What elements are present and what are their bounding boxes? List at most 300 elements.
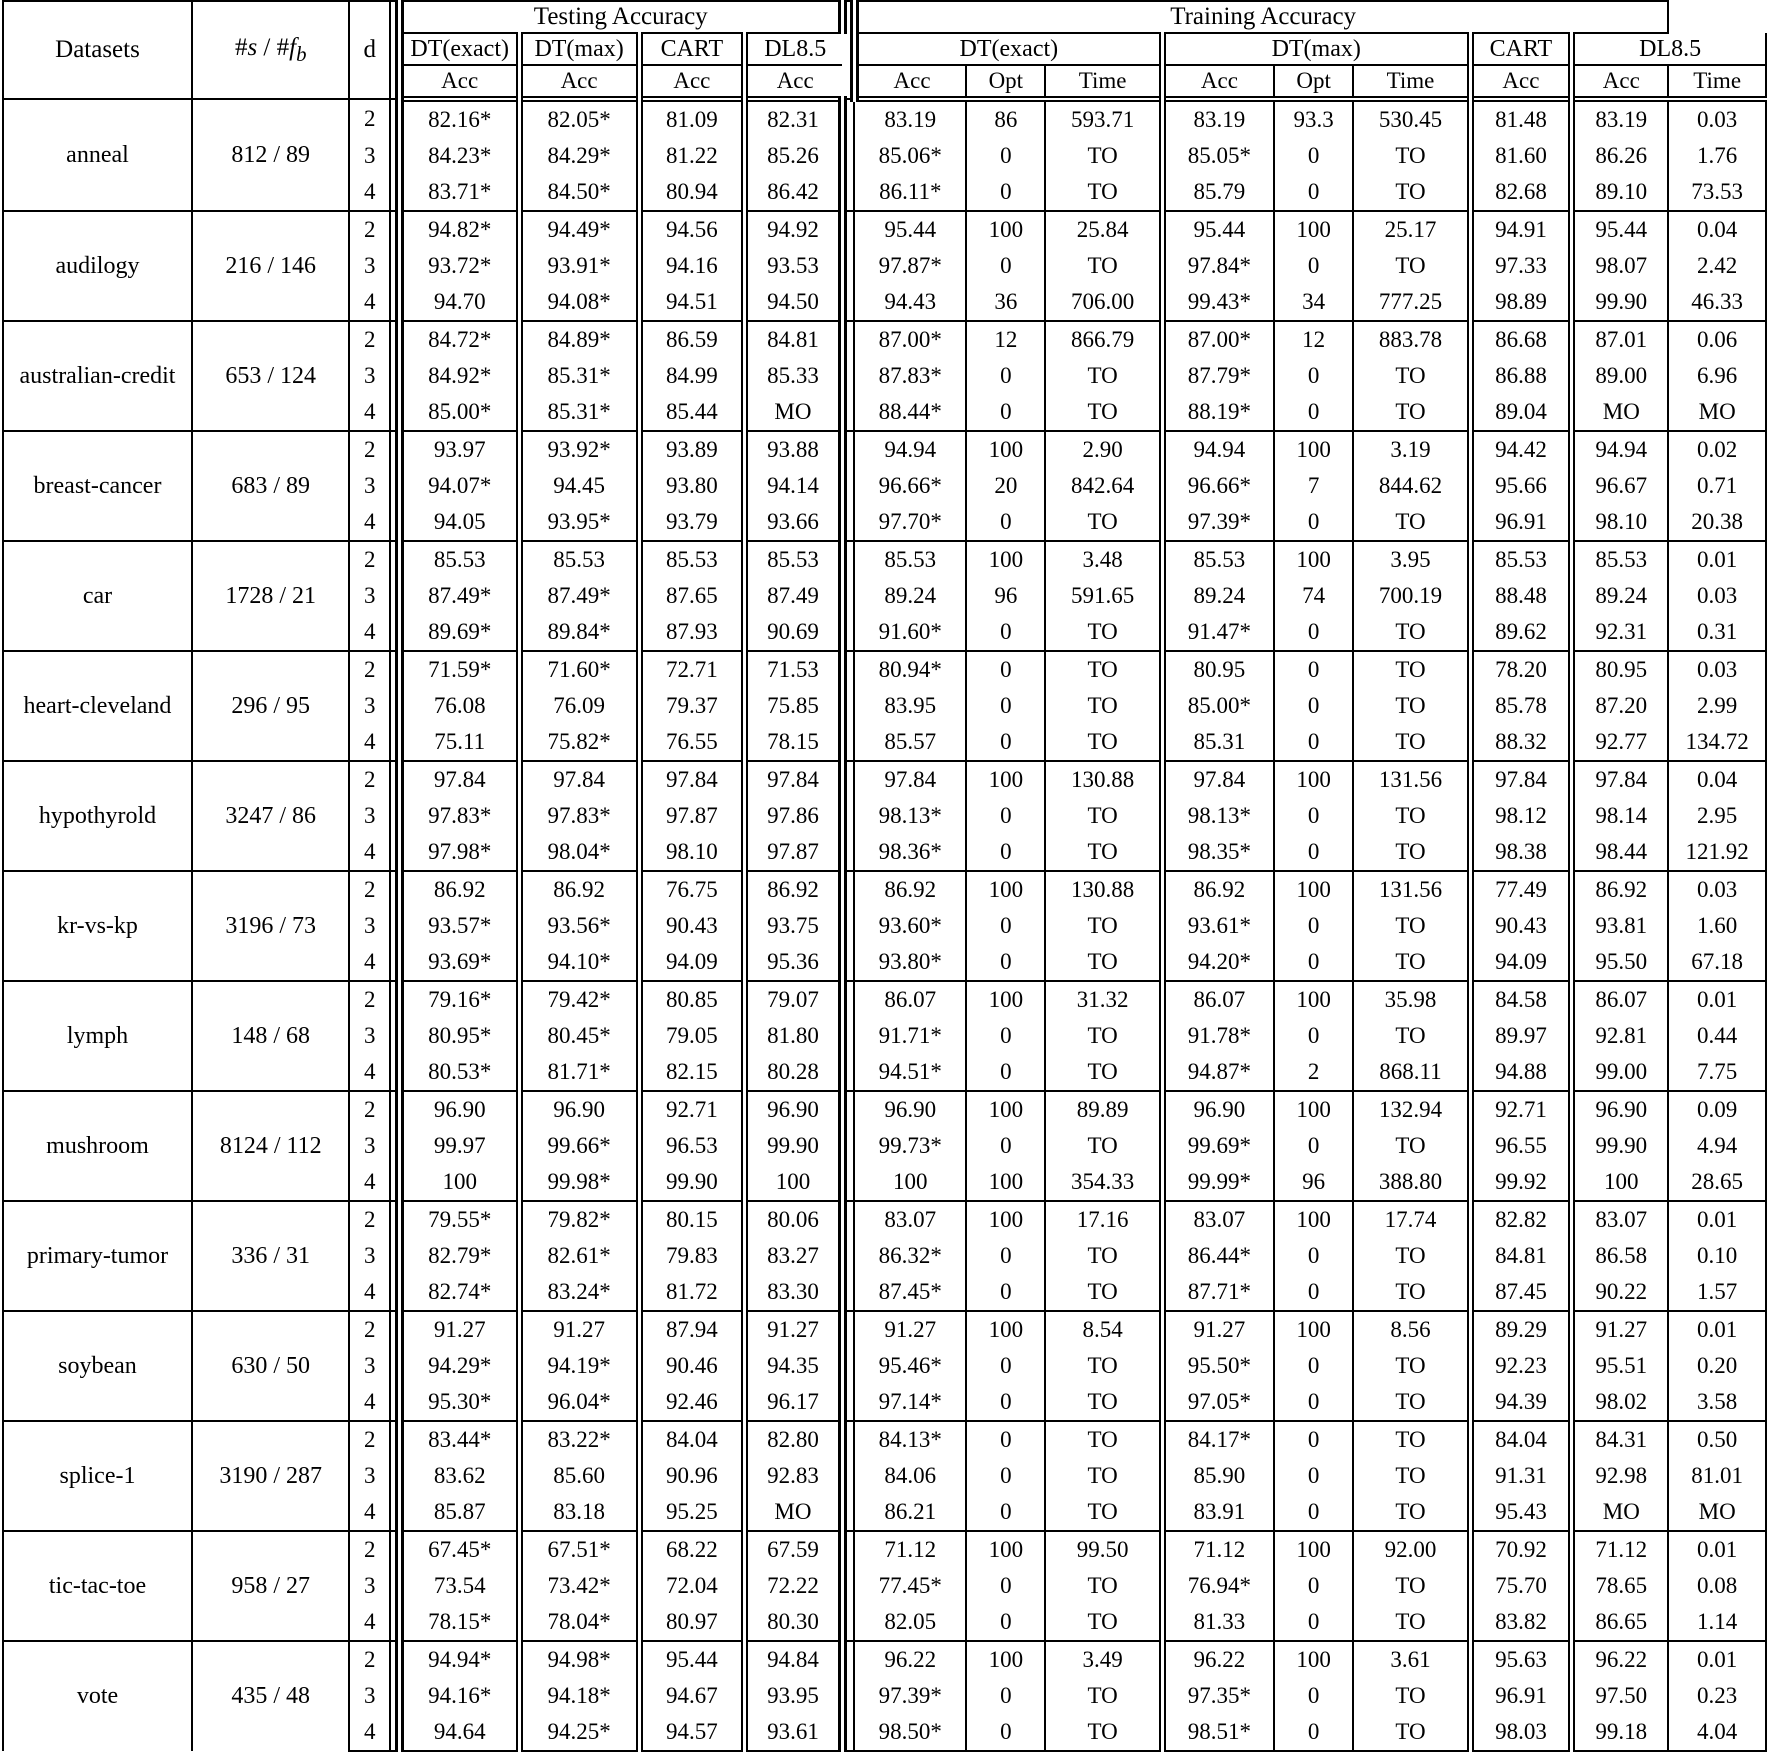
column-gap	[842, 1128, 854, 1164]
test-dl85-acc: 96.17	[745, 1384, 843, 1421]
test-dl85-acc: 95.36	[745, 944, 843, 981]
dataset-name: mushroom	[3, 1091, 192, 1201]
test-dt-exact-acc: 93.69*	[399, 944, 519, 981]
train-dt-exact-opt: 100	[966, 1091, 1045, 1128]
column-gap	[390, 1018, 399, 1054]
train-dl85-time: 1.60	[1668, 908, 1766, 944]
train-dt-max-acc: 71.12	[1162, 1531, 1274, 1568]
column-gap	[842, 541, 854, 578]
train-dt-exact-opt: 0	[966, 358, 1045, 394]
train-dt-exact-opt: 100	[966, 981, 1045, 1018]
train-dt-exact-time: TO	[1045, 1458, 1162, 1494]
train-dt-exact-opt: 0	[966, 1384, 1045, 1421]
header-train-dt-exact-time: Time	[1045, 65, 1162, 99]
test-cart-acc: 81.09	[639, 99, 745, 138]
column-gap	[842, 99, 854, 138]
column-gap	[842, 1678, 854, 1714]
train-dt-max-opt: 12	[1274, 321, 1353, 358]
table-row	[3, 1421, 1766, 1458]
column-gap	[842, 284, 854, 321]
train-dt-exact-time: TO	[1045, 1348, 1162, 1384]
test-dt-max-acc: 94.19*	[519, 1348, 639, 1384]
train-dl85-acc: 97.84	[1572, 761, 1669, 798]
test-cart-acc: 76.75	[639, 871, 745, 908]
test-dl85-acc: 80.06	[745, 1201, 843, 1238]
train-dt-max-time: 868.11	[1353, 1054, 1470, 1091]
test-cart-acc: 87.65	[639, 578, 745, 614]
train-dl85-acc: 98.14	[1572, 798, 1669, 834]
header-train-dt-max-opt: Opt	[1274, 65, 1353, 99]
test-cart-acc: 81.22	[639, 138, 745, 174]
column-gap	[842, 1238, 854, 1274]
train-dt-exact-opt: 100	[966, 1531, 1045, 1568]
depth-value: 2	[349, 431, 390, 468]
test-dt-max-acc: 84.50*	[519, 174, 639, 211]
train-dt-max-acc: 99.69*	[1162, 1128, 1274, 1164]
test-dt-max-acc: 71.60*	[519, 651, 639, 688]
test-cart-acc: 76.55	[639, 724, 745, 761]
test-dl85-acc: 93.66	[745, 504, 843, 541]
column-gap	[390, 1201, 399, 1238]
test-dt-max-acc: 83.24*	[519, 1274, 639, 1311]
depth-value: 4	[349, 394, 390, 431]
train-dt-max-time: TO	[1353, 174, 1470, 211]
test-dt-exact-acc: 83.62	[399, 1458, 519, 1494]
test-dt-exact-acc: 100	[399, 1164, 519, 1201]
train-dt-exact-opt: 100	[966, 1164, 1045, 1201]
train-dt-max-time: TO	[1353, 1274, 1470, 1311]
column-gap	[842, 614, 854, 651]
column-gap	[842, 1604, 854, 1641]
test-cart-acc: 80.85	[639, 981, 745, 1018]
header-train-dt-max: DT(max)	[1162, 33, 1470, 65]
train-dt-max-acc: 83.91	[1162, 1494, 1274, 1531]
test-cart-acc: 92.46	[639, 1384, 745, 1421]
test-cart-acc: 93.89	[639, 431, 745, 468]
train-dt-exact-acc: 98.50*	[854, 1714, 966, 1751]
train-dl85-time: 46.33	[1668, 284, 1766, 321]
train-dl85-time: 28.65	[1668, 1164, 1766, 1201]
train-dt-exact-time: 89.89	[1045, 1091, 1162, 1128]
table-row	[3, 1531, 1766, 1568]
train-cart-acc: 81.48	[1470, 99, 1572, 138]
train-dt-exact-time: 130.88	[1045, 871, 1162, 908]
test-dt-max-acc: 96.04*	[519, 1384, 639, 1421]
train-dl85-time: MO	[1668, 394, 1766, 431]
test-dl85-acc: MO	[745, 394, 843, 431]
test-dt-exact-acc: 85.53	[399, 541, 519, 578]
train-dt-exact-opt: 100	[966, 761, 1045, 798]
benchmark-results-table	[2, 0, 1767, 1752]
train-cart-acc: 96.91	[1470, 1678, 1572, 1714]
test-dt-max-acc: 79.82*	[519, 1201, 639, 1238]
test-dt-exact-acc: 82.74*	[399, 1274, 519, 1311]
test-dt-max-acc: 94.49*	[519, 211, 639, 248]
test-dt-max-acc: 99.66*	[519, 1128, 639, 1164]
train-dt-max-acc: 95.44	[1162, 211, 1274, 248]
dataset-size: 3196 / 73	[192, 871, 349, 981]
train-dt-exact-time: TO	[1045, 358, 1162, 394]
test-dl85-acc: 81.80	[745, 1018, 843, 1054]
train-dt-max-time: TO	[1353, 1421, 1470, 1458]
table-row	[3, 1091, 1766, 1128]
test-dt-max-acc: 93.56*	[519, 908, 639, 944]
train-dt-exact-time: TO	[1045, 1128, 1162, 1164]
test-dt-exact-acc: 79.55*	[399, 1201, 519, 1238]
header-train-dl85: DL8.5	[1572, 33, 1766, 65]
depth-value: 2	[349, 1091, 390, 1128]
train-dt-max-acc: 91.78*	[1162, 1018, 1274, 1054]
train-dt-exact-acc: 96.22	[854, 1641, 966, 1678]
test-cart-acc: 94.57	[639, 1714, 745, 1751]
train-dt-max-time: 388.80	[1353, 1164, 1470, 1201]
column-gap	[842, 1384, 854, 1421]
train-dt-max-time: TO	[1353, 1128, 1470, 1164]
train-dt-exact-time: 130.88	[1045, 761, 1162, 798]
dataset-size: 336 / 31	[192, 1201, 349, 1311]
train-dt-exact-opt: 0	[966, 1274, 1045, 1311]
train-dt-max-acc: 98.13*	[1162, 798, 1274, 834]
dataset-size: 812 / 89	[192, 99, 349, 211]
train-dt-exact-opt: 0	[966, 1128, 1045, 1164]
test-dl85-acc: 93.88	[745, 431, 843, 468]
test-dt-max-acc: 83.18	[519, 1494, 639, 1531]
train-dt-max-time: TO	[1353, 1678, 1470, 1714]
column-gap	[842, 908, 854, 944]
test-dt-exact-acc: 94.70	[399, 284, 519, 321]
train-dl85-time: 0.04	[1668, 211, 1766, 248]
test-dt-max-acc: 79.42*	[519, 981, 639, 1018]
train-cart-acc: 85.53	[1470, 541, 1572, 578]
train-dt-max-opt: 0	[1274, 1238, 1353, 1274]
train-dl85-time: 0.01	[1668, 981, 1766, 1018]
test-dl85-acc: 96.90	[745, 1091, 843, 1128]
train-dt-exact-time: 591.65	[1045, 578, 1162, 614]
train-dl85-acc: 96.67	[1572, 468, 1669, 504]
train-dt-max-opt: 100	[1274, 211, 1353, 248]
train-dt-exact-acc: 77.45*	[854, 1568, 966, 1604]
table-row	[3, 1641, 1766, 1678]
column-gap	[390, 1678, 399, 1714]
test-dt-exact-acc: 96.90	[399, 1091, 519, 1128]
test-dl85-acc: 93.95	[745, 1678, 843, 1714]
train-dt-exact-opt: 0	[966, 248, 1045, 284]
train-dt-exact-opt: 0	[966, 504, 1045, 541]
dataset-size: 3190 / 287	[192, 1421, 349, 1531]
test-cart-acc: 94.67	[639, 1678, 745, 1714]
table-row	[3, 321, 1766, 358]
train-dl85-acc: 97.50	[1572, 1678, 1669, 1714]
train-dl85-time: 20.38	[1668, 504, 1766, 541]
dataset-name: tic-tac-toe	[3, 1531, 192, 1641]
train-dl85-acc: 95.50	[1572, 944, 1669, 981]
train-cart-acc: 94.39	[1470, 1384, 1572, 1421]
train-dt-exact-opt: 0	[966, 394, 1045, 431]
column-gap	[390, 761, 399, 798]
train-dt-exact-opt: 0	[966, 651, 1045, 688]
dataset-name: soybean	[3, 1311, 192, 1421]
train-dt-exact-acc: 85.57	[854, 724, 966, 761]
test-dt-max-acc: 78.04*	[519, 1604, 639, 1641]
train-dt-exact-acc: 94.51*	[854, 1054, 966, 1091]
depth-value: 3	[349, 688, 390, 724]
train-dt-max-opt: 100	[1274, 1641, 1353, 1678]
train-dt-exact-acc: 97.70*	[854, 504, 966, 541]
train-dt-max-opt: 0	[1274, 1604, 1353, 1641]
header-training-accuracy: Training Accuracy	[854, 1, 1668, 33]
train-dt-exact-time: 593.71	[1045, 99, 1162, 138]
train-dt-max-time: TO	[1353, 248, 1470, 284]
column-gap	[842, 358, 854, 394]
column-gap	[842, 1311, 854, 1348]
test-cart-acc: 92.71	[639, 1091, 745, 1128]
test-dt-exact-acc: 87.49*	[399, 578, 519, 614]
train-dl85-time: 0.04	[1668, 761, 1766, 798]
test-cart-acc: 79.37	[639, 688, 745, 724]
train-dl85-time: 0.71	[1668, 468, 1766, 504]
column-gap	[390, 1348, 399, 1384]
test-dl85-acc: 78.15	[745, 724, 843, 761]
train-cart-acc: 75.70	[1470, 1568, 1572, 1604]
train-dt-exact-time: TO	[1045, 1384, 1162, 1421]
train-dt-max-time: TO	[1353, 614, 1470, 651]
train-dt-max-time: TO	[1353, 688, 1470, 724]
train-dt-exact-acc: 95.44	[854, 211, 966, 248]
column-gap	[390, 541, 399, 578]
train-dt-max-acc: 87.00*	[1162, 321, 1274, 358]
train-cart-acc: 83.82	[1470, 1604, 1572, 1641]
column-gap	[842, 981, 854, 1018]
depth-value: 4	[349, 834, 390, 871]
test-cart-acc: 80.15	[639, 1201, 745, 1238]
column-gap	[842, 1714, 854, 1751]
train-dt-exact-opt: 100	[966, 1641, 1045, 1678]
train-dt-max-opt: 0	[1274, 614, 1353, 651]
column-gap	[390, 1091, 399, 1128]
train-dt-exact-opt: 0	[966, 1238, 1045, 1274]
train-dt-max-opt: 0	[1274, 834, 1353, 871]
test-cart-acc: 99.90	[639, 1164, 745, 1201]
train-dt-exact-opt: 0	[966, 688, 1045, 724]
train-dt-max-acc: 97.05*	[1162, 1384, 1274, 1421]
column-gap	[842, 1531, 854, 1568]
header-test-dt-exact-acc: Acc	[399, 65, 519, 99]
train-dl85-time: 0.01	[1668, 1531, 1766, 1568]
train-dt-max-opt: 0	[1274, 1274, 1353, 1311]
test-dt-exact-acc: 93.72*	[399, 248, 519, 284]
train-dl85-acc: 86.58	[1572, 1238, 1669, 1274]
test-dl85-acc: 92.83	[745, 1458, 843, 1494]
test-dt-max-acc: 93.91*	[519, 248, 639, 284]
train-dt-max-acc: 88.19*	[1162, 394, 1274, 431]
train-dl85-time: 4.94	[1668, 1128, 1766, 1164]
train-dt-exact-acc: 97.87*	[854, 248, 966, 284]
train-dl85-acc: 85.53	[1572, 541, 1669, 578]
test-dt-exact-acc: 82.79*	[399, 1238, 519, 1274]
train-dt-max-time: TO	[1353, 1384, 1470, 1421]
train-dl85-time: 0.08	[1668, 1568, 1766, 1604]
column-gap	[390, 1604, 399, 1641]
train-dl85-acc: 96.90	[1572, 1091, 1669, 1128]
depth-value: 2	[349, 1201, 390, 1238]
train-dt-max-opt: 0	[1274, 1128, 1353, 1164]
train-dt-max-acc: 97.35*	[1162, 1678, 1274, 1714]
test-cart-acc: 87.94	[639, 1311, 745, 1348]
column-gap	[390, 321, 399, 358]
test-dt-exact-acc: 94.64	[399, 1714, 519, 1751]
train-dt-exact-opt: 0	[966, 1678, 1045, 1714]
train-dl85-acc: 71.12	[1572, 1531, 1669, 1568]
train-dt-exact-acc: 97.39*	[854, 1678, 966, 1714]
train-dt-max-time: TO	[1353, 944, 1470, 981]
train-dt-max-acc: 91.27	[1162, 1311, 1274, 1348]
test-dl85-acc: 97.86	[745, 798, 843, 834]
header-train-dl85-acc: Acc	[1572, 65, 1669, 99]
train-dt-exact-opt: 100	[966, 431, 1045, 468]
column-gap	[842, 1164, 854, 1201]
column-gap	[842, 1274, 854, 1311]
test-dt-max-acc: 76.09	[519, 688, 639, 724]
column-gap	[390, 1421, 399, 1458]
test-dt-max-acc: 99.98*	[519, 1164, 639, 1201]
column-gap	[842, 871, 854, 908]
train-dl85-time: MO	[1668, 1494, 1766, 1531]
test-dl85-acc: 80.30	[745, 1604, 843, 1641]
test-dl85-acc: 100	[745, 1164, 843, 1201]
train-dt-max-opt: 0	[1274, 394, 1353, 431]
depth-value: 4	[349, 724, 390, 761]
train-dt-exact-acc: 95.46*	[854, 1348, 966, 1384]
train-dt-exact-acc: 84.13*	[854, 1421, 966, 1458]
train-dt-max-opt: 100	[1274, 541, 1353, 578]
train-dl85-time: 2.42	[1668, 248, 1766, 284]
test-dl85-acc: 93.61	[745, 1714, 843, 1751]
train-dl85-acc: 89.24	[1572, 578, 1669, 614]
column-gap	[390, 834, 399, 871]
test-cart-acc: 97.84	[639, 761, 745, 798]
column-gap	[390, 724, 399, 761]
depth-value: 2	[349, 871, 390, 908]
test-dl85-acc: 97.87	[745, 834, 843, 871]
column-gap	[390, 1311, 399, 1348]
train-dl85-acc: 92.81	[1572, 1018, 1669, 1054]
test-cart-acc: 85.44	[639, 394, 745, 431]
train-dl85-time: 4.04	[1668, 1714, 1766, 1751]
train-dt-max-time: 883.78	[1353, 321, 1470, 358]
train-dl85-time: 0.23	[1668, 1678, 1766, 1714]
train-dt-exact-opt: 0	[966, 138, 1045, 174]
train-dt-max-time: 844.62	[1353, 468, 1470, 504]
train-dl85-acc: 90.22	[1572, 1274, 1669, 1311]
train-cart-acc: 90.43	[1470, 908, 1572, 944]
depth-value: 4	[349, 174, 390, 211]
train-cart-acc: 84.81	[1470, 1238, 1572, 1274]
depth-value: 4	[349, 1384, 390, 1421]
column-gap	[842, 798, 854, 834]
dataset-name: heart-cleveland	[3, 651, 192, 761]
depth-value: 4	[349, 1714, 390, 1751]
train-dt-max-time: TO	[1353, 1458, 1470, 1494]
depth-value: 2	[349, 761, 390, 798]
header-gap-2	[842, 1, 854, 99]
test-dt-exact-acc: 67.45*	[399, 1531, 519, 1568]
train-dl85-time: 1.14	[1668, 1604, 1766, 1641]
test-dl85-acc: MO	[745, 1494, 843, 1531]
train-cart-acc: 78.20	[1470, 651, 1572, 688]
column-gap	[390, 871, 399, 908]
test-dl85-acc: 80.28	[745, 1054, 843, 1091]
train-dt-exact-acc: 84.06	[854, 1458, 966, 1494]
test-dl85-acc: 75.85	[745, 688, 843, 724]
train-dt-exact-time: 25.84	[1045, 211, 1162, 248]
column-gap	[842, 321, 854, 358]
column-gap	[390, 1164, 399, 1201]
depth-value: 3	[349, 1678, 390, 1714]
train-dt-max-acc: 87.79*	[1162, 358, 1274, 394]
train-dl85-time: 134.72	[1668, 724, 1766, 761]
train-dt-max-time: 132.94	[1353, 1091, 1470, 1128]
train-dt-max-time: TO	[1353, 1604, 1470, 1641]
train-dl85-acc: 96.22	[1572, 1641, 1669, 1678]
train-dl85-time: 0.44	[1668, 1018, 1766, 1054]
dataset-name: australian-credit	[3, 321, 192, 431]
train-dt-max-time: 8.56	[1353, 1311, 1470, 1348]
depth-value: 4	[349, 1164, 390, 1201]
test-cart-acc: 94.56	[639, 211, 745, 248]
column-gap	[390, 1568, 399, 1604]
column-gap	[842, 578, 854, 614]
train-dl85-time: 6.96	[1668, 358, 1766, 394]
test-dt-exact-acc: 97.83*	[399, 798, 519, 834]
test-dl85-acc: 94.14	[745, 468, 843, 504]
train-dt-exact-time: TO	[1045, 1274, 1162, 1311]
train-dt-exact-opt: 100	[966, 1311, 1045, 1348]
train-dt-max-opt: 0	[1274, 651, 1353, 688]
train-dt-max-acc: 83.19	[1162, 99, 1274, 138]
column-gap	[390, 1494, 399, 1531]
column-gap	[390, 1531, 399, 1568]
train-dt-exact-time: TO	[1045, 174, 1162, 211]
header-testing-accuracy: Testing Accuracy	[399, 1, 842, 33]
test-cart-acc: 93.79	[639, 504, 745, 541]
test-dt-exact-acc: 97.84	[399, 761, 519, 798]
train-dl85-acc: 92.31	[1572, 614, 1669, 651]
train-dt-max-opt: 0	[1274, 1714, 1353, 1751]
column-gap	[390, 1054, 399, 1091]
train-dl85-acc: MO	[1572, 1494, 1669, 1531]
train-dl85-acc: 86.26	[1572, 138, 1669, 174]
train-cart-acc: 86.68	[1470, 321, 1572, 358]
train-dt-max-opt: 0	[1274, 944, 1353, 981]
train-dl85-time: 7.75	[1668, 1054, 1766, 1091]
train-dt-exact-time: TO	[1045, 248, 1162, 284]
train-dt-exact-opt: 0	[966, 834, 1045, 871]
train-dl85-time: 0.20	[1668, 1348, 1766, 1384]
train-dt-max-time: TO	[1353, 1238, 1470, 1274]
column-gap	[390, 651, 399, 688]
train-dt-exact-acc: 82.05	[854, 1604, 966, 1641]
train-dt-exact-opt: 0	[966, 1494, 1045, 1531]
test-dl85-acc: 84.81	[745, 321, 843, 358]
column-gap	[842, 1568, 854, 1604]
train-cart-acc: 97.33	[1470, 248, 1572, 284]
train-cart-acc: 98.03	[1470, 1714, 1572, 1751]
train-cart-acc: 98.89	[1470, 284, 1572, 321]
test-dt-max-acc: 85.53	[519, 541, 639, 578]
test-dt-exact-acc: 83.44*	[399, 1421, 519, 1458]
test-dl85-acc: 97.84	[745, 761, 843, 798]
test-dl85-acc: 91.27	[745, 1311, 843, 1348]
